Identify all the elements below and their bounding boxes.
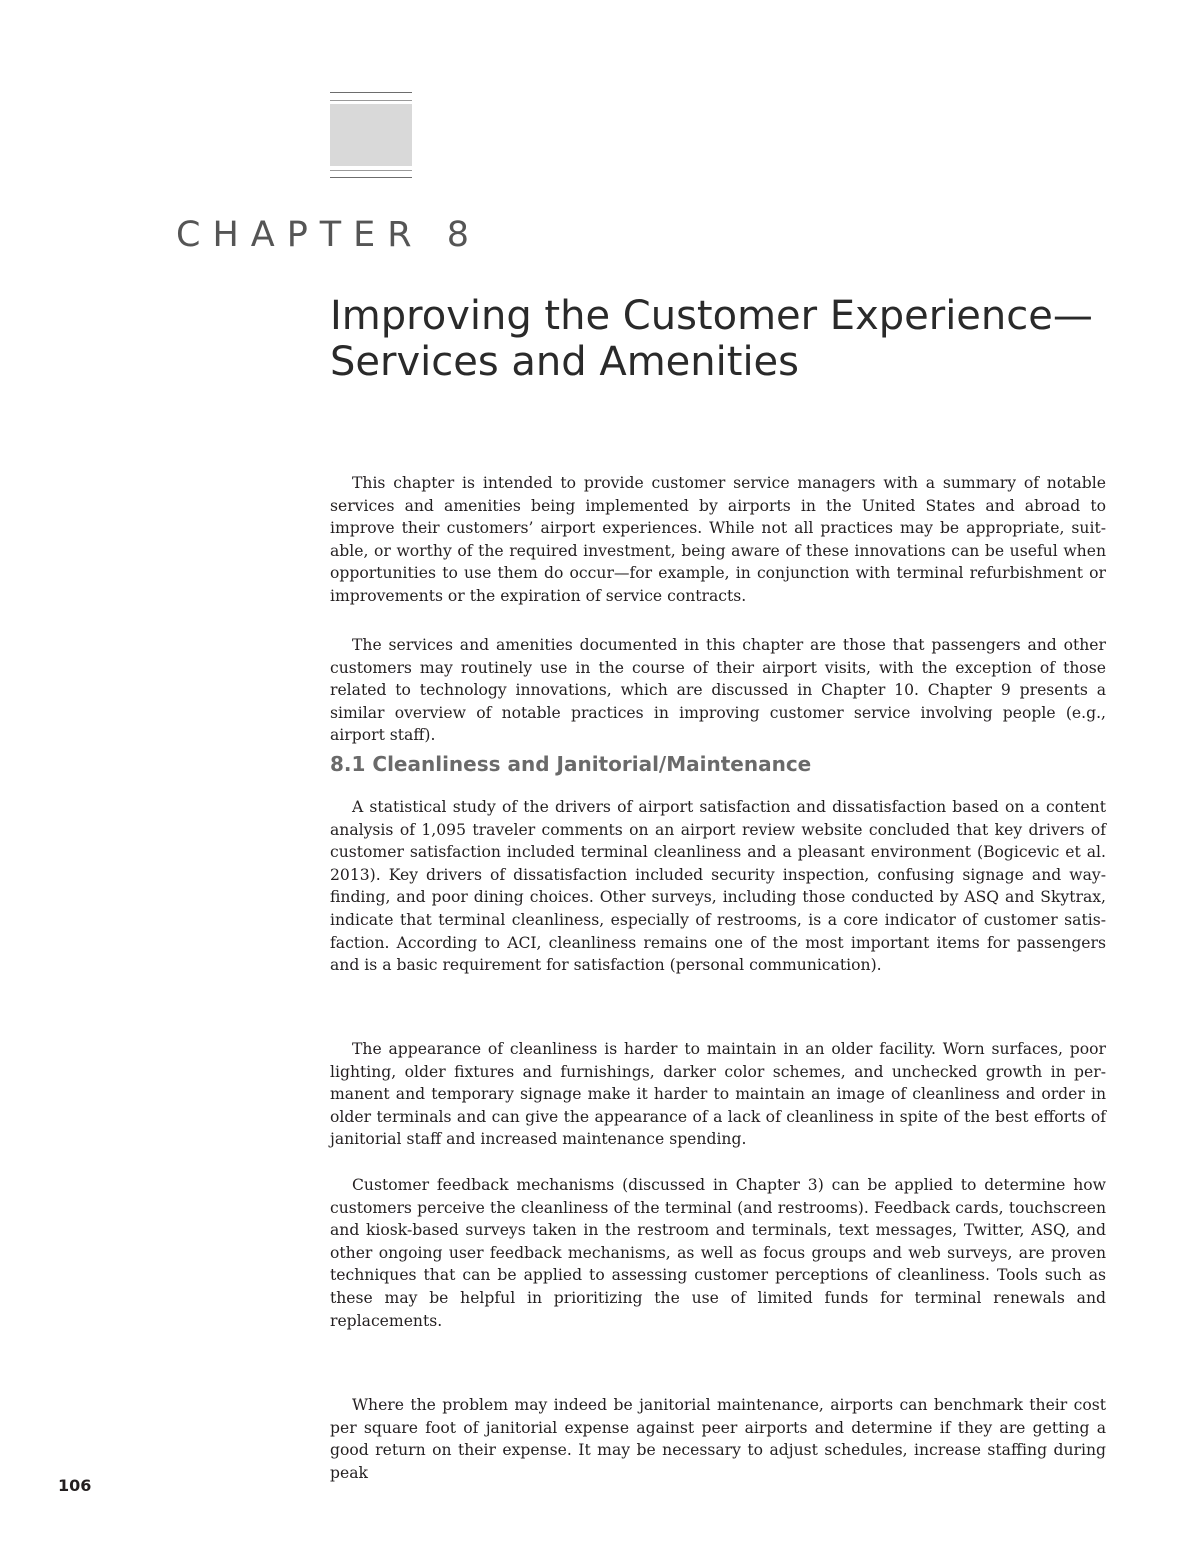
chapter-ornament (330, 92, 412, 178)
section-paragraph: Customer feedback mechanisms (discussed in Chapter 3) can be applied to determine how customers perceive the cleanliness of the terminal (and restrooms). Feedback cards, touchscreen and kiosk-based surveys taken in the restroom and terminals, text messages, Twitter, ASQ, and other ongoing user feedback mechanisms, as well as focus groups and web surveys, are proven techniques that can be applied to assessing customer perceptions of cleanliness. Tools such as these may be helpful in prioritizing the use of limited funds for terminal renewals and replacements. (330, 1176, 1106, 1330)
ornament-rule (330, 177, 412, 178)
ornament-rule (330, 170, 412, 171)
ornament-block (330, 104, 412, 166)
chapter-label: CHAPTER 8 (176, 215, 482, 255)
page-number: 106 (58, 1476, 92, 1495)
chapter-title: Improving the Customer Experience—Services and Amenities (330, 293, 1093, 385)
ornament-rule (330, 92, 412, 93)
section-paragraph: Where the problem may indeed be janitorial maintenance, airports can benchmark their cost per square foot of janitorial expense against peer airports and determine if they are getting a good return on their expense. It may be necessary to adjust schedules, increase staffing during peak (330, 1396, 1106, 1482)
section-paragraph: The appearance of cleanliness is harder to maintain in an older facility. Worn surfaces, poor lighting, older fixtures and furnishings, darker color schemes, and unchecked growth in permanent and temporary signage make it harder to maintain an image of cleanliness and order in older terminals and can give the appearance of a lack of cleanliness in spite of the best efforts of janitorial staff and increased maintenance spending. (330, 1040, 1106, 1149)
section-paragraph: A statistical study of the drivers of airport satisfaction and dissatisfaction based on a content analysis of 1,095 traveler comments on an airport review website concluded that key drivers of customer satisfaction included terminal cleanliness and a pleasant environment (Bogicevic et al. 2013). Key drivers of dissatisfaction included security inspection, confusing signage and wayfinding, and poor dining choices. Other surveys, including those conducted by ASQ and Skytrax, indicate that terminal cleanliness, especially of restrooms, is a core indicator of customer satisfaction. According to ACI, cleanliness remains one of the most important items for passengers and is a basic requirement for satisfaction (personal communication). (330, 798, 1106, 975)
intro-paragraph: This chapter is intended to provide customer service managers with a summary of notable services and amenities being implemented by airports in the United States and abroad to improve their customers’ airport experiences. While not all practices may be appropriate, suitable, or worthy of the required investment, being aware of these innovations can be useful when opportunities to use them do occur—for example, in conjunction with terminal refurbishment or improvements or the expiration of service contracts. (330, 474, 1106, 605)
ornament-rule (330, 100, 412, 101)
intro-paragraph: The services and amenities documented in this chapter are those that passengers and other customers may routinely use in the course of their airport visits, with the exception of those related to technology innovations, which are discussed in Chapter 10. Chapter 9 presents a similar overview of notable practices in improving customer service involving people (e.g., airport staff). (330, 636, 1106, 745)
section-heading: 8.1 Cleanliness and Janitorial/Maintenance (330, 752, 812, 776)
